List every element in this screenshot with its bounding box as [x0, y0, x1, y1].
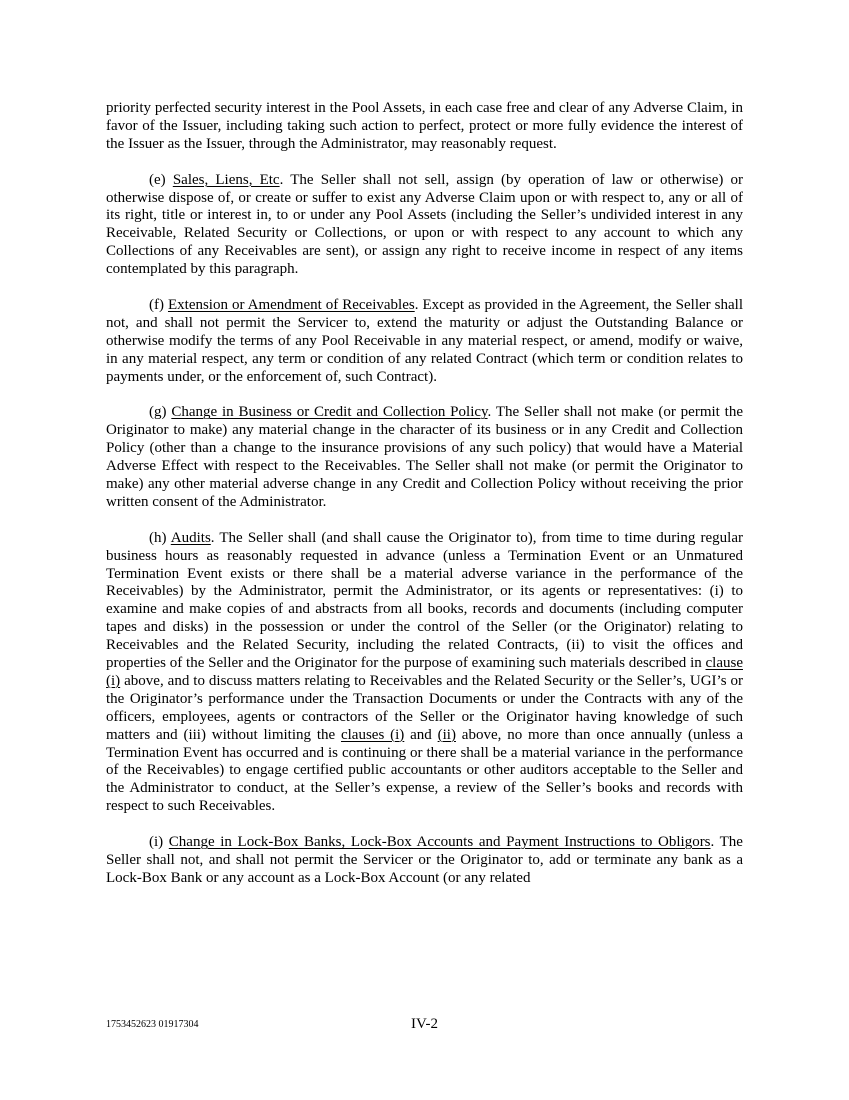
paragraph-text: . Except as provided in the Agreement, the Seller shall not, and shall not permit the Servicer to, extend the maturity or adjust the Outstanding Balance or otherwise modify the terms of any Pool Receivable in any material respect, or amend, modify or waive, in any material respect, any term or condition of any related Contract (which term or condition relates to payments under, or the enforcement of, such Contract). — [106, 296, 743, 385]
paragraph-h — [106, 530, 743, 817]
paragraph-text: . The Seller shall (and shall cause the Originator to), from time to time during regular business hours as reasonably requested in advance (unless a Termination Event or an Unmatured Termination Event exists or there shall be a material adverse variance in the performance of the Receivables) by the Administrator, permit the Administrator, or its agents or representatives: (i) to examine and make copies of and abstracts from all books, records and documents (including computer tapes and disks) in the possession or under the control of the Seller (or the Originator) relating to Receivables and the Related Security, including the related Contracts, (ii) to visit the offices and properties of the Seller and the Originator for the purpose of examining such materials described in — [106, 529, 743, 672]
paragraph-number: (g) — [149, 404, 172, 421]
paragraph-text: . The Seller shall not, and shall not permit the Servicer or the Originator to, add or terminate any bank as a Lock-Box Bank or any account as a Lock-Box Account (or any related — [106, 834, 743, 886]
section-heading: Change in Business or Credit and Collection Policy — [171, 404, 488, 421]
paragraph-continuation — [106, 100, 743, 154]
paragraph-e — [106, 172, 743, 279]
paragraph-text: above, and to discuss matters relating to Receivables and the Related Security or the Seller’s, UGI’s or the Originator’s performance under the Transaction Documents or under the Contracts with any of the officers, employees, agents or contractors of the Seller or the Originator having knowledge of such matters and (iii) without limiting the — [106, 672, 743, 743]
document-page — [106, 100, 743, 906]
clause-reference: (ii) — [437, 726, 456, 743]
section-heading: Change in Lock-Box Banks, Lock-Box Accounts and Payment Instructions to Obligors — [168, 834, 711, 851]
paragraph-number: (h) — [149, 529, 171, 546]
paragraph-number: (f) — [149, 296, 168, 313]
page-number: IV-2 — [411, 1016, 438, 1032]
section-heading: Audits — [170, 529, 211, 546]
paragraph-i — [106, 834, 743, 888]
paragraph-number: (i) — [149, 834, 169, 851]
paragraph-g — [106, 404, 743, 511]
section-heading: Sales, Liens, Etc — [172, 171, 280, 188]
paragraph-text: priority perfected security interest in the Pool Assets, in each case free and clear of any Adverse Claim, in favor of the Issuer, including taking such action to perfect, protect or more fully evidence the interest of the Issuer as the Issuer, through the Administrator, may reasonably request. — [106, 100, 743, 152]
clause-reference: clause (i) — [106, 655, 743, 689]
paragraph-text: . The Seller shall not sell, assign (by operation of law or otherwise) or otherwise dispose of, or create or suffer to exist any Adverse Claim upon or with respect to, any or all of its right, title or interest in, to or under any Pool Assets (including the Seller’s undivided interest in any Receivable, Related Security or Collections, or upon or with respect to any account to which any Collections of any Receivables are sent), or assign any right to receive income in respect of any items contemplated by this paragraph. — [106, 171, 743, 278]
paragraph-text: . The Seller shall not make (or permit the Originator to make) any material change in the character of its business or in any Credit and Collection Policy (other than a change to the insurance provisions of any such policy) that would have a Material Adverse Effect with respect to the Receivables. The Seller shall not make (or permit the Originator to make) any other material adverse change in any Credit and Collection Policy without receiving the prior written consent of the Administrator. — [106, 404, 743, 510]
paragraph-number: (e) — [149, 171, 173, 188]
document-id: 1753452623 01917304 — [106, 1019, 199, 1030]
paragraph-text: and — [404, 726, 438, 743]
clause-reference: clauses (i) — [340, 726, 405, 743]
paragraph-text: above, no more than once annually (unless a Termination Event has occurred and is continuing or there shall be a material variance in the performance of the Receivables) to engage certified public accountants or other auditors acceptable to the Seller and the Administrator to conduct, at the Seller’s expense, a review of the Seller’s books and records with respect to such Receivables. — [106, 726, 743, 815]
section-heading: Extension or Amendment of Receivables — [167, 296, 415, 313]
paragraph-f — [106, 297, 743, 387]
